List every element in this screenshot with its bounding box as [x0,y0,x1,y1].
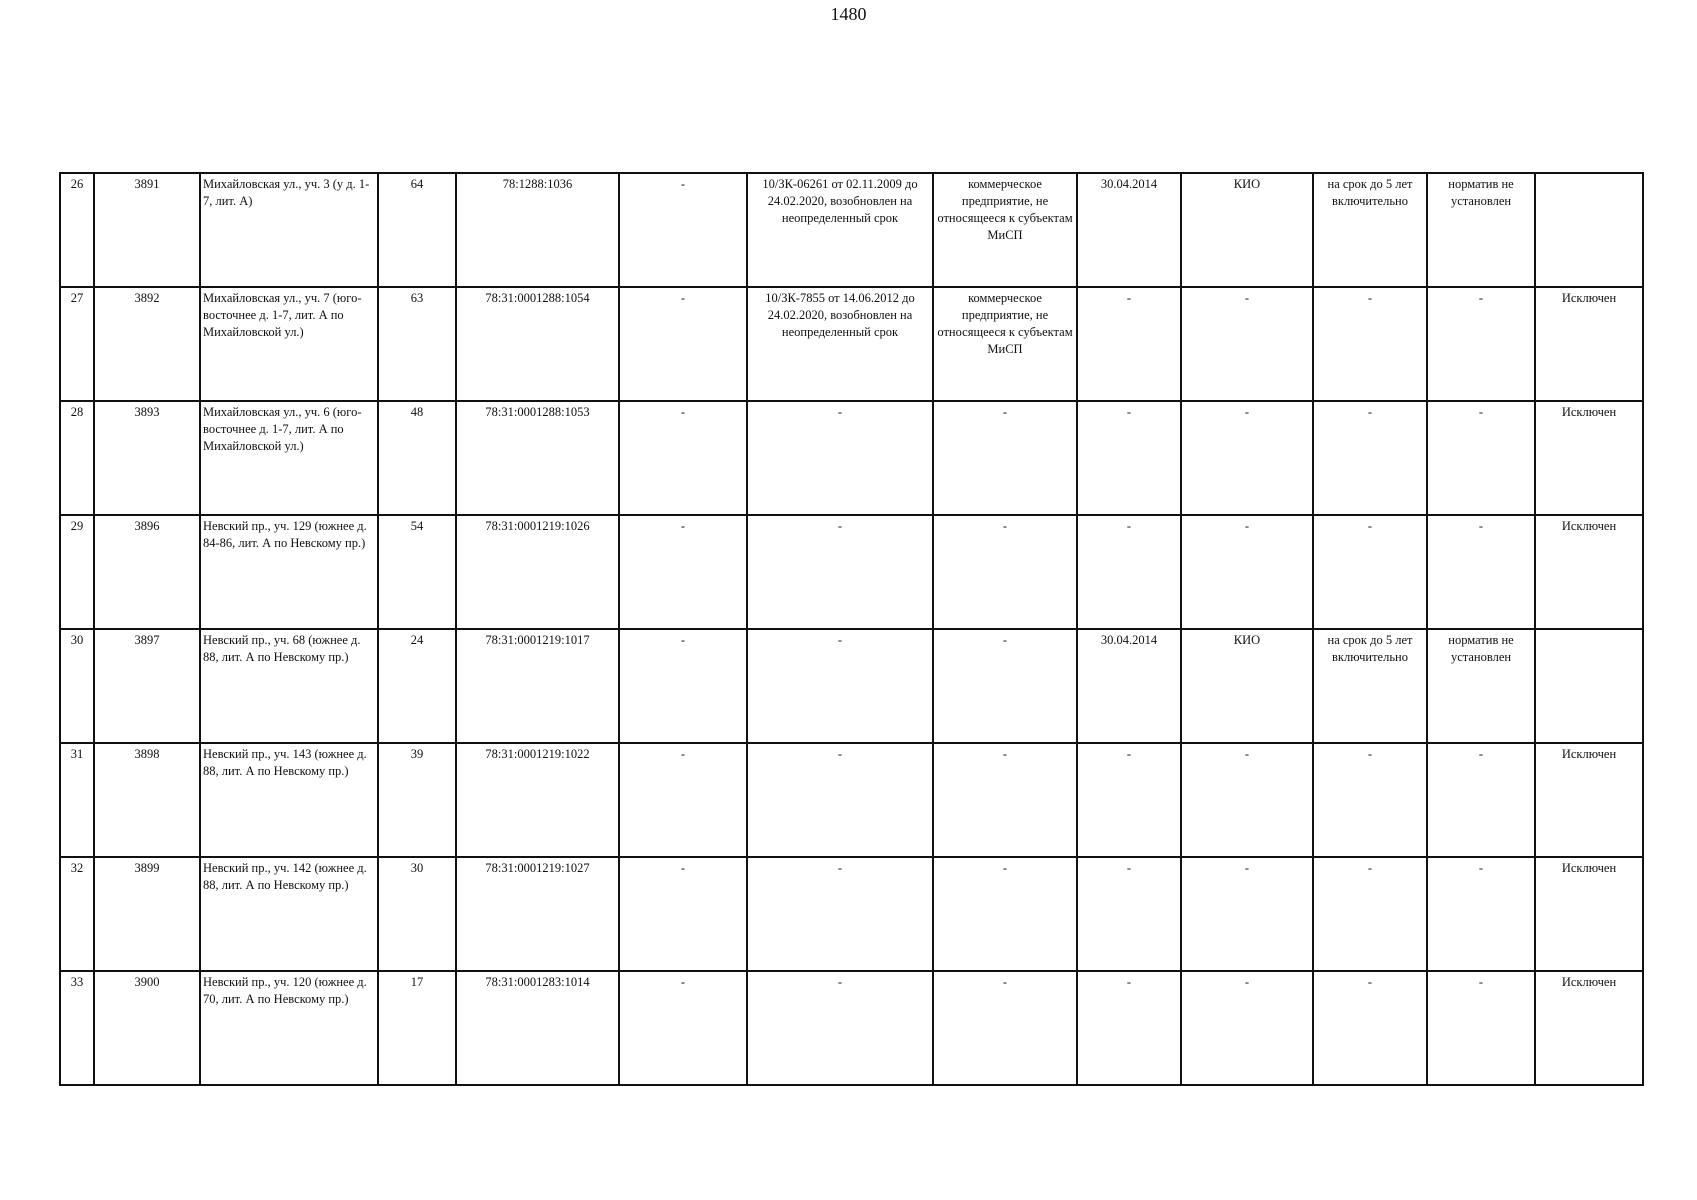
object-id-cell: 3891 [94,173,200,287]
column-6-cell: - [619,857,747,971]
date-cell: - [1077,743,1181,857]
status-cell: Исключен [1535,971,1643,1085]
address-cell: Невский пр., уч. 142 (южнее д. 88, лит. А по Невскому пр.) [200,857,378,971]
cadastral-number-cell: 78:31:0001288:1054 [456,287,619,401]
cadastral-number-cell: 78:1288:1036 [456,173,619,287]
column-6-cell: - [619,971,747,1085]
address-cell: Невский пр., уч. 143 (южнее д. 88, лит. А по Невскому пр.) [200,743,378,857]
contract-cell: - [747,629,933,743]
norm-cell: - [1427,971,1535,1085]
contract-cell: 10/ЗК-06261 от 02.11.2009 до 24.02.2020, возобновлен на неопределенный срок [747,173,933,287]
row-number-cell: 27 [60,287,94,401]
row-number-cell: 28 [60,401,94,515]
contract-cell: - [747,401,933,515]
norm-cell: - [1427,287,1535,401]
cadastral-number-cell: 78:31:0001219:1017 [456,629,619,743]
column-6-cell: - [619,287,747,401]
contract-cell: - [747,515,933,629]
status-cell: Исключен [1535,515,1643,629]
area-cell: 17 [378,971,456,1085]
status-cell [1535,629,1643,743]
owner-type-cell: коммерческое предприятие, не относящееся к субъектам МиСП [933,287,1077,401]
page-number: 1480 [830,4,867,24]
row-number-cell: 33 [60,971,94,1085]
norm-cell: - [1427,857,1535,971]
table-row [60,629,1643,743]
area-cell: 64 [378,173,456,287]
term-cell: - [1313,287,1427,401]
object-id-cell: 3900 [94,971,200,1085]
status-cell: Исключен [1535,287,1643,401]
address-cell: Невский пр., уч. 129 (южнее д. 84-86, лит. А по Невскому пр.) [200,515,378,629]
table-row [60,857,1643,971]
date-cell: - [1077,287,1181,401]
term-cell: на срок до 5 лет включительно [1313,629,1427,743]
row-number-cell: 30 [60,629,94,743]
contract-cell: - [747,971,933,1085]
date-cell: 30.04.2014 [1077,173,1181,287]
organization-cell: - [1181,287,1313,401]
contract-cell: 10/ЗК-7855 от 14.06.2012 до 24.02.2020, возобновлен на неопределенный срок [747,287,933,401]
term-cell: - [1313,743,1427,857]
status-cell: Исключен [1535,743,1643,857]
date-cell: 30.04.2014 [1077,629,1181,743]
term-cell: - [1313,857,1427,971]
table-row [60,971,1643,1085]
organization-cell: - [1181,971,1313,1085]
cadastral-number-cell: 78:31:0001219:1026 [456,515,619,629]
column-6-cell: - [619,743,747,857]
contract-cell: - [747,857,933,971]
object-id-cell: 3892 [94,287,200,401]
status-cell [1535,173,1643,287]
term-cell: - [1313,971,1427,1085]
area-cell: 63 [378,287,456,401]
area-cell: 48 [378,401,456,515]
object-id-cell: 3896 [94,515,200,629]
date-cell: - [1077,515,1181,629]
column-6-cell: - [619,515,747,629]
area-cell: 30 [378,857,456,971]
status-cell: Исключен [1535,401,1643,515]
address-cell: Михайловская ул., уч. 7 (юго-восточнее д. 1-7, лит. А по Михайловской ул.) [200,287,378,401]
table-row [60,173,1643,287]
date-cell: - [1077,971,1181,1085]
area-cell: 54 [378,515,456,629]
owner-type-cell: - [933,743,1077,857]
norm-cell: норматив не установлен [1427,173,1535,287]
row-number-cell: 26 [60,173,94,287]
date-cell: - [1077,401,1181,515]
address-cell: Невский пр., уч. 68 (южнее д. 88, лит. А по Невскому пр.) [200,629,378,743]
term-cell: на срок до 5 лет включительно [1313,173,1427,287]
owner-type-cell: - [933,857,1077,971]
term-cell: - [1313,515,1427,629]
contract-cell: - [747,743,933,857]
norm-cell: - [1427,515,1535,629]
address-cell: Михайловская ул., уч. 3 (у д. 1-7, лит. А) [200,173,378,287]
column-6-cell: - [619,173,747,287]
row-number-cell: 29 [60,515,94,629]
cadastral-number-cell: 78:31:0001288:1053 [456,401,619,515]
owner-type-cell: - [933,629,1077,743]
norm-cell: - [1427,743,1535,857]
norm-cell: - [1427,401,1535,515]
cadastral-number-cell: 78:31:0001219:1022 [456,743,619,857]
cadastral-number-cell: 78:31:0001283:1014 [456,971,619,1085]
column-6-cell: - [619,629,747,743]
register-table [59,172,1644,1086]
organization-cell: - [1181,857,1313,971]
organization-cell: - [1181,743,1313,857]
object-id-cell: 3899 [94,857,200,971]
owner-type-cell: - [933,515,1077,629]
address-cell: Михайловская ул., уч. 6 (юго-восточнее д. 1-7, лит. А по Михайловской ул.) [200,401,378,515]
norm-cell: норматив не установлен [1427,629,1535,743]
table-row [60,287,1643,401]
owner-type-cell: коммерческое предприятие, не относящееся к субъектам МиСП [933,173,1077,287]
area-cell: 39 [378,743,456,857]
row-number-cell: 32 [60,857,94,971]
owner-type-cell: - [933,971,1077,1085]
address-cell: Невский пр., уч. 120 (южнее д. 70, лит. А по Невскому пр.) [200,971,378,1085]
cadastral-number-cell: 78:31:0001219:1027 [456,857,619,971]
area-cell: 24 [378,629,456,743]
table-row [60,515,1643,629]
organization-cell: КИО [1181,173,1313,287]
status-cell: Исключен [1535,857,1643,971]
organization-cell: - [1181,401,1313,515]
column-6-cell: - [619,401,747,515]
object-id-cell: 3893 [94,401,200,515]
object-id-cell: 3897 [94,629,200,743]
date-cell: - [1077,857,1181,971]
row-number-cell: 31 [60,743,94,857]
organization-cell: - [1181,515,1313,629]
table-row [60,743,1643,857]
organization-cell: КИО [1181,629,1313,743]
owner-type-cell: - [933,401,1077,515]
term-cell: - [1313,401,1427,515]
object-id-cell: 3898 [94,743,200,857]
table-row [60,401,1643,515]
